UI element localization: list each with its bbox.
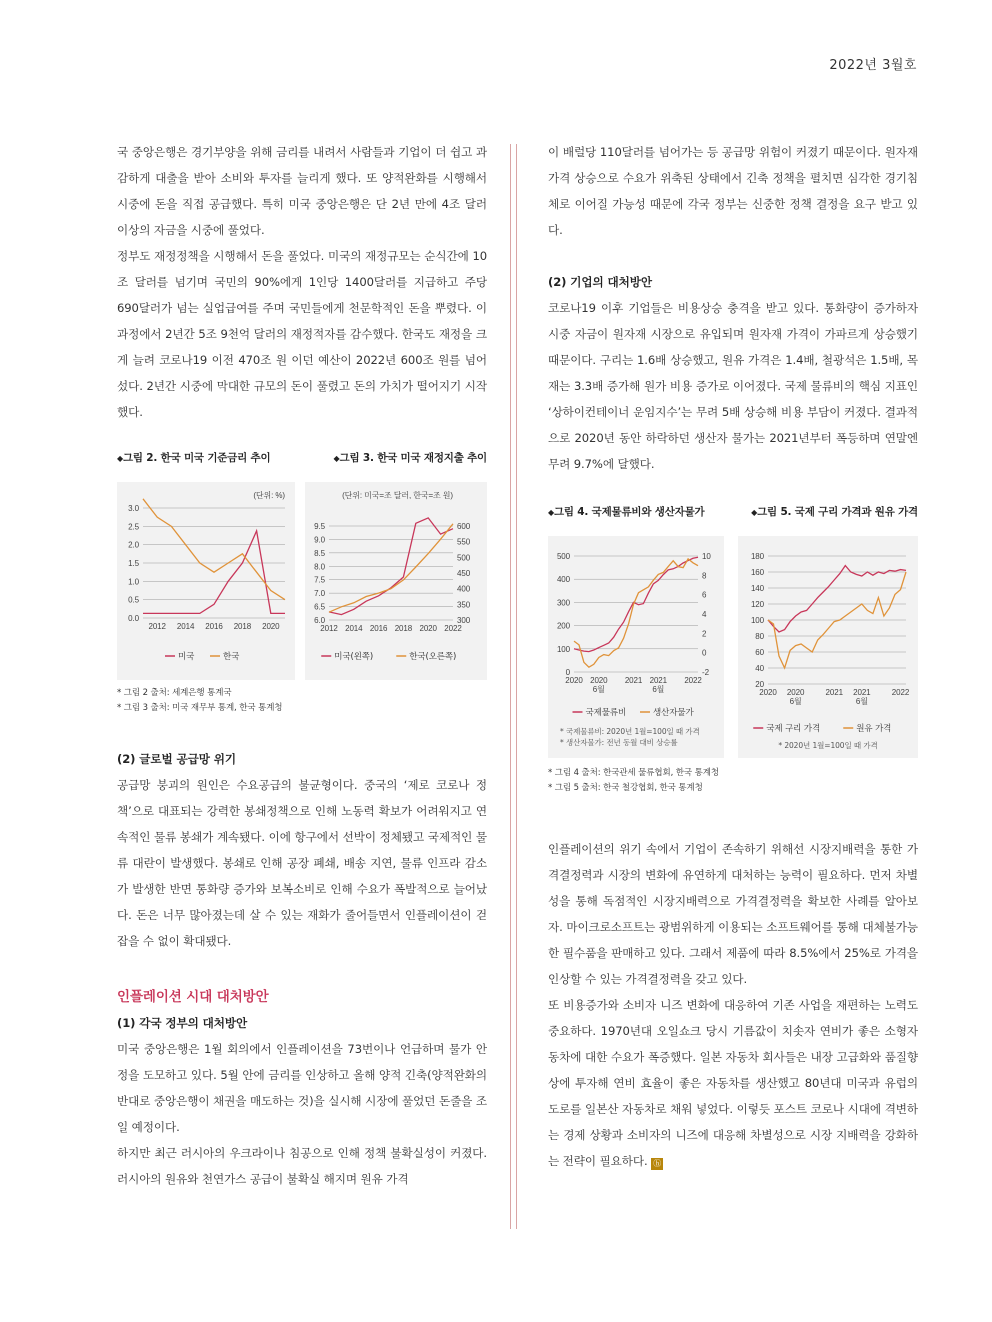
y-tick-label-right: 600 bbox=[457, 522, 471, 531]
y-tick-label: 500 bbox=[556, 552, 570, 561]
y-tick-label: 80 bbox=[755, 632, 764, 641]
y-tick-label: 180 bbox=[750, 552, 764, 561]
fig3-title: ◆ 그림 3. 한국 미국 재정지출 추이 bbox=[334, 445, 487, 472]
paragraph: 국 중앙은행은 경기부양을 위해 금리를 내려서 사람들과 기업이 더 쉽고 과감하게 대출을 받아 소비와 투자를 늘리게 했다. 또 양적완화를 시행해서 시중에 돈을 직접 공급했다. 특히 미국 중앙은행은 단 2년 만에 4조 달러 이상의 자금을 시중에 풀었다. bbox=[117, 145, 487, 237]
y-tick-label-right: -2 bbox=[702, 668, 709, 677]
x-tick-label: 2022 bbox=[684, 676, 702, 685]
subheading: (1) 각국 정부의 대처방안 bbox=[117, 1016, 248, 1030]
paragraph: 공급망 붕괴의 원인은 수요공급의 불균형이다. 중국의 ‘제로 코로나 정책’으로 대표되는 강력한 봉쇄정책으로 인해 노동력 확보가 어려워지고 연속적인 물류 봉쇄가 계속됐다. 이에 항구에서 선박이 정체됐고 국제적인 물류 대란이 발생했다. 봉쇄로 인해 공장 폐쇄, 배송 지연, 물류 인프라 감소가 발생한 반면 통화량 증가와 보복소비로 인해 수요가 폭발적으로 늘어났다. 돈은 너무 많아졌는데 살 수 있는 재화가 줄어들면서 인플레이션이 걷잡을 수 없이 확대됐다. bbox=[117, 778, 487, 948]
column-divider bbox=[510, 144, 517, 1229]
x-tick-label: 2020 bbox=[759, 688, 777, 697]
series-line-한국 bbox=[143, 499, 285, 600]
legend-label: 생산자물가 bbox=[653, 708, 694, 718]
paragraph: 미국 중앙은행은 1월 회의에서 인플레이션을 73번이나 언급하며 물가 안정을 도모하고 있다. 5월 안에 금리를 인상하고 올해 양적 긴축(양적완화의 반대로 중앙은행이 채권을 매도하는 것)을 실시해 시장에 풀었던 돈줄을 조일 예정이다. bbox=[117, 1042, 487, 1134]
y-tick-label: 20 bbox=[755, 680, 764, 689]
y-tick-label: 200 bbox=[556, 621, 570, 631]
x-tick-label: 2021 bbox=[624, 676, 643, 685]
y-tick-label-right: 6 bbox=[702, 590, 707, 600]
y-tick-label: 100 bbox=[556, 644, 570, 654]
y-tick-label-right: 550 bbox=[457, 537, 471, 547]
y-tick-label: 400 bbox=[556, 575, 570, 585]
y-tick-label: 6.5 bbox=[314, 602, 325, 612]
x-tick-label: 2018 bbox=[233, 622, 252, 631]
source-note: * 그림 2 출처: 세계은행 통계국 bbox=[117, 688, 232, 698]
legend-label: 원유 가격 bbox=[856, 724, 892, 734]
y-tick-label: 7.5 bbox=[314, 575, 325, 585]
x-tick-label: 2014 bbox=[345, 624, 363, 633]
x-tick-label: 2012 bbox=[148, 622, 166, 631]
y-tick-label-right: 450 bbox=[457, 569, 471, 578]
y-tick-label: 8.0 bbox=[314, 562, 325, 572]
x-tick-label: 2012 bbox=[320, 624, 338, 633]
y-tick-label: 60 bbox=[755, 648, 764, 657]
paragraph: 하지만 최근 러시아의 우크라이나 침공으로 인해 정책 불확실성이 커졌다. 러시아의 원유와 천연가스 공급이 불확실 해지며 원유 가격 bbox=[117, 1146, 487, 1186]
y-tick-label-right: 300 bbox=[457, 616, 471, 625]
x-tick-label: 2020 bbox=[565, 676, 583, 685]
y-tick-label: 300 bbox=[556, 598, 570, 608]
y-tick-label: 40 bbox=[755, 664, 764, 673]
x-tick-label: 2020 6월 bbox=[590, 676, 608, 694]
x-tick-label: 2022 bbox=[891, 688, 910, 697]
x-tick-label: 2020 bbox=[262, 622, 280, 631]
x-tick-label: 2016 bbox=[205, 622, 223, 631]
x-tick-label: 2020 6월 bbox=[786, 688, 805, 706]
x-tick-label: 2018 bbox=[394, 624, 413, 633]
x-tick-label: 2021 6월 bbox=[853, 688, 871, 706]
x-tick-label: 2021 bbox=[825, 688, 843, 697]
paragraph: 인플레이션의 위기 속에서 기업이 존속하기 위해선 시장지배력을 통한 가격결정력과 시장의 변화에 유연하게 대처하는 능력이 필요하다. 먼저 차별성을 통해 독점적인 시장지배력으로 가격결정력을 확보한 사례를 알아보자. 마이크로소프트는 광범위하게 이용되는 소프트웨어를 통해 대체불가능한 필수품을 판매하고 있다. 그래서 제품에 따라 8.5%에서 25%로 가격을 인상할 수 있는 가격결정력을 갖고 있다. bbox=[548, 842, 918, 986]
y-tick-label-right: 2 bbox=[702, 629, 707, 639]
fig4-title: ◆ 그림 4. 국제물류비와 생산자물가 bbox=[548, 499, 704, 526]
chart-note: * 생산자물가: 전년 동월 대비 상승률 bbox=[560, 738, 678, 747]
unit-note: (단위: %) bbox=[253, 491, 285, 500]
y-tick-label: 120 bbox=[750, 600, 764, 609]
y-tick-label-right: 10 bbox=[702, 552, 711, 561]
source-note: * 그림 3 출처: 미국 재무부 통계, 한국 통계청 bbox=[117, 703, 283, 713]
y-tick-label-right: 8 bbox=[702, 571, 707, 581]
chart-note: * 2020년 1월=100일 때 가격 bbox=[778, 741, 878, 750]
y-tick-label-right: 400 bbox=[457, 584, 471, 594]
y-tick-label-right: 0 bbox=[702, 648, 707, 658]
series-line-국제 구리 가격 bbox=[768, 566, 906, 632]
subheading: (2) 기업의 대처방안 bbox=[548, 275, 652, 289]
fig2-chart bbox=[117, 482, 295, 680]
y-tick-label: 1.5 bbox=[128, 559, 139, 568]
paragraph-last bbox=[548, 992, 918, 1174]
fig4-chart bbox=[548, 536, 724, 758]
section-title: 인플레이션 시대 대처방안 bbox=[117, 989, 269, 1005]
legend-label: 국제물류비 bbox=[585, 708, 627, 718]
y-tick-label: 160 bbox=[750, 568, 764, 577]
x-tick-label: 2022 bbox=[444, 624, 462, 633]
x-tick-label: 2021 6월 bbox=[649, 676, 668, 694]
y-tick-label: 100 bbox=[750, 616, 764, 625]
y-tick-label: 8.5 bbox=[314, 548, 325, 558]
y-tick-label: 1.0 bbox=[128, 577, 139, 587]
figure-titles bbox=[117, 445, 487, 472]
fig5-chart bbox=[738, 536, 918, 758]
series-line-국제물류비 bbox=[574, 557, 698, 651]
y-tick-label: 0.0 bbox=[128, 614, 139, 623]
paragraph: 코로나19 이후 기업들은 비용상승 충격을 받고 있다. 통화량이 증가하자 시중 자금이 원자재 시장으로 유입되며 원자재 가격이 가파르게 상승했기 때문이다. 구리는 1.6배 상승했고, 원유 가격은 1.4배, 철광석은 1.5배, 목재는 3.3배 증가해 원가 비용 증가로 이어졌다. 국제 물류비의 핵심 지표인 ‘상하이컨테이너 운임지수’는 무려 5배 상승해 비용 부담이 커졌다. 결과적으로 2020년 동안 하락하던 생산자 물가는 2021년부터 폭등하며 연말엔 무려 9.7%에 달했다. bbox=[548, 301, 918, 471]
source-note: * 그림 5 출처: 한국 철강협회, 한국 통계청 bbox=[548, 783, 703, 793]
fig2-title: ◆ 그림 2. 한국 미국 기준금리 추이 bbox=[117, 445, 270, 472]
y-tick-label: 6.0 bbox=[314, 616, 325, 625]
y-tick-label: 2.0 bbox=[128, 540, 139, 550]
subheading: (2) 글로벌 공급망 위기 bbox=[117, 752, 236, 766]
paragraph-text: 또 비용증가와 소비자 니즈 변화에 대응하여 기존 사업을 재편하는 노력도 중요하다. 1970년대 오일쇼크 당시 기름값이 치솟자 연비가 좋은 소형자동차에 대한 수요가 폭증했다. 일본 자동차 회사들은 내장 고급화와 품질향상에 투자해 연비 효율이 좋은 자동차를 생산했고 80년대 미국과 유럽의 도로를 일본산 자동차로 채워 넣었다. 이렇듯 포스트 코로나 시대에 격변하는 경제 상황과 소비자의 니즈에 대응해 차별성으로 시장 지배력을 강화하는 전략이 필요하다. bbox=[548, 998, 918, 1168]
source-note: * 그림 4 출처: 한국관세 물류협회, 한국 통계청 bbox=[548, 768, 719, 778]
y-tick-label: 2.5 bbox=[128, 522, 139, 532]
y-tick-label: 7.0 bbox=[314, 589, 325, 599]
legend-label: 국제 구리 가격 bbox=[766, 724, 821, 734]
fig5-title: ◆ 그림 5. 국제 구리 가격과 원유 가격 bbox=[751, 499, 918, 526]
left-column bbox=[117, 139, 487, 1192]
paragraph: 정부도 재정정책을 시행해서 돈을 풀었다. 미국의 재정규모는 순식간에 10조 달러를 넘기며 국민의 90%에게 1인당 1400달러를 지급하고 주당 690달러가 넘는 실업급여를 주며 국민들에게 천문학적인 돈을 뿌렸다. 이 과정에서 2년간 5조 9천억 달러의 재정적자를 감수했다. 한국도 재정을 크게 늘려 코로나19 이전 470조 원 이던 예산이 2022년 600조 원를 넘어섰다. 2년간 시중에 막대한 규모의 돈이 풀렸고 돈의 가치가 떨어지기 시작했다. bbox=[117, 249, 487, 419]
y-tick-label: 3.0 bbox=[128, 504, 139, 513]
unit-note: (단위: 미국=조 달러, 한국=조 원) bbox=[342, 491, 453, 500]
series-line-한국(오른쪽) bbox=[329, 524, 453, 612]
legend-label: 미국 bbox=[178, 652, 195, 662]
y-tick-label: 9.5 bbox=[314, 522, 325, 531]
y-tick-label: 0 bbox=[565, 668, 570, 677]
y-tick-label: 9.0 bbox=[314, 535, 325, 545]
y-tick-label: 0.5 bbox=[128, 595, 139, 605]
figure-titles bbox=[548, 499, 918, 526]
x-tick-label: 2016 bbox=[369, 624, 388, 633]
issue-label: 2022년 3월호 bbox=[829, 58, 917, 73]
y-tick-label-right: 4 bbox=[702, 610, 707, 619]
right-column bbox=[548, 139, 918, 1174]
x-tick-label: 2014 bbox=[176, 622, 195, 631]
paragraph: 이 배럴당 110달러를 넘어가는 등 공급망 위험이 커졌기 때문이다. 원자재 가격 상승으로 수요가 위축된 상태에서 긴축 정책을 펼치면 심각한 경기침체로 이어질 가능성 때문에 각국 정부는 신중한 정책 결정을 요구 받고 있다. bbox=[548, 145, 918, 237]
y-tick-label: 140 bbox=[750, 584, 764, 593]
fig3-chart bbox=[305, 482, 487, 680]
legend-label: 한국(오른쪽) bbox=[409, 652, 457, 662]
x-tick-label: 2020 bbox=[419, 624, 437, 633]
legend-label: 미국(왼쪽) bbox=[334, 652, 374, 662]
legend-label: 한국 bbox=[223, 652, 240, 662]
y-tick-label-right: 500 bbox=[457, 553, 471, 563]
y-tick-label-right: 350 bbox=[457, 600, 471, 610]
chart-note: * 국제물류비: 2020년 1월=100일 때 가격 bbox=[560, 727, 700, 736]
end-mark-icon: ⓗ bbox=[651, 1158, 663, 1170]
